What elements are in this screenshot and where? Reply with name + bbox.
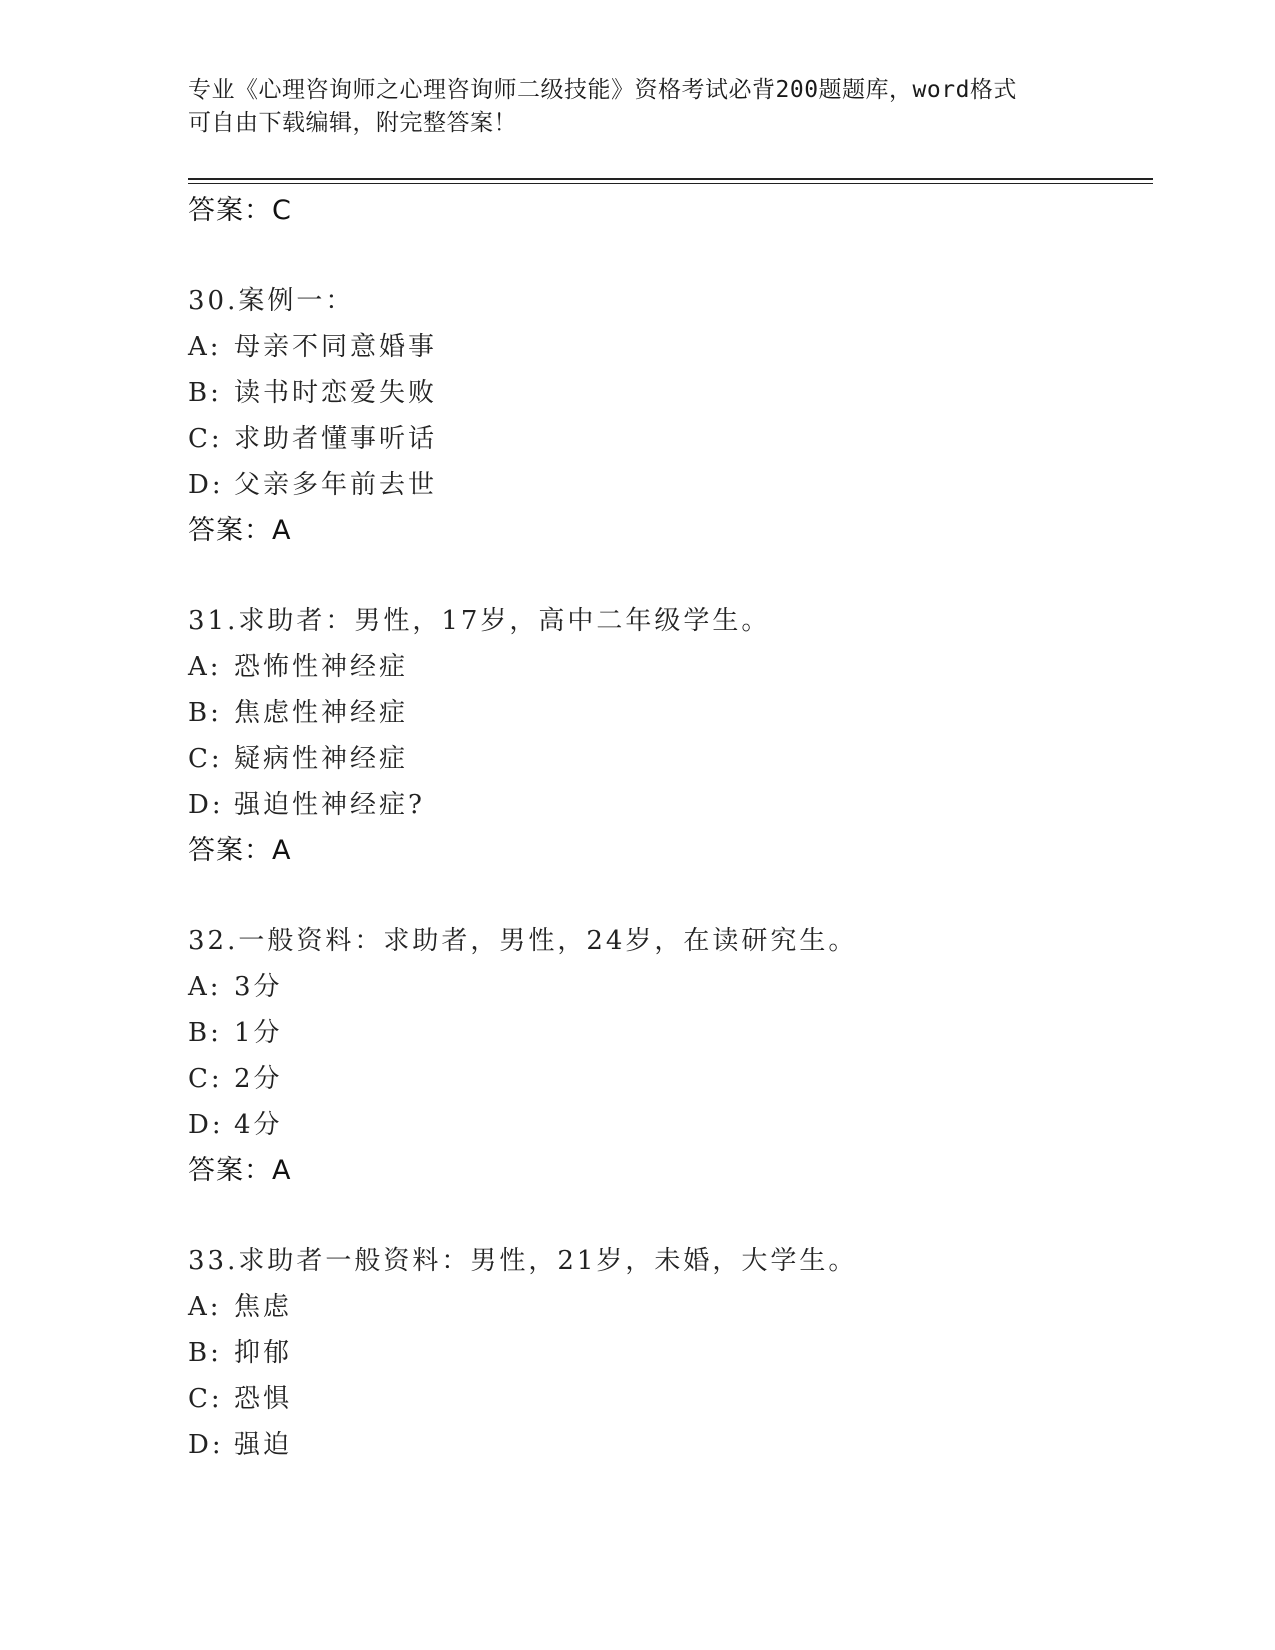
spacer — [188, 234, 1148, 278]
option-b — [188, 1330, 1148, 1376]
answer-line: 答案：A — [188, 1155, 292, 1186]
option-letter: C: — [188, 1384, 223, 1414]
header-rule-thick — [188, 178, 1153, 180]
option-text: 4分 — [234, 1110, 283, 1140]
question-title: 32.一般资料：求助者，男性，24岁，在读研究生。 — [188, 926, 858, 956]
option-letter: A: — [188, 1292, 222, 1322]
option-letter: D: — [188, 1430, 224, 1460]
option-text: 2分 — [234, 1064, 283, 1094]
option-text: 焦虑性神经症 — [234, 698, 409, 728]
document-header — [188, 74, 1068, 140]
option-a — [188, 324, 1148, 370]
option-letter: A: — [188, 972, 222, 1002]
answer-line: 答案：A — [188, 835, 292, 866]
option-letter: B: — [188, 698, 222, 728]
option-text: 母亲不同意婚事 — [234, 332, 438, 362]
question-block-33 — [188, 1238, 1148, 1468]
option-letter: A: — [188, 332, 222, 362]
question-title: 33.求助者一般资料：男性，21岁，未婚，大学生。 — [188, 1246, 858, 1276]
question-title: 31.求助者：男性，17岁，高中二年级学生。 — [188, 606, 771, 636]
option-letter: C: — [188, 744, 223, 774]
question-list — [188, 188, 1148, 1468]
option-b — [188, 370, 1148, 416]
answer-line: 答案：A — [188, 515, 292, 546]
spacer — [188, 874, 1148, 918]
option-letter: D: — [188, 470, 224, 500]
question-title: 30.案例一： — [188, 286, 355, 316]
spacer — [188, 554, 1148, 598]
option-letter: C: — [188, 1064, 223, 1094]
header-line-1: 专业《心理咨询师之心理咨询师二级技能》资格考试必背200题题库，word格式 — [188, 77, 1017, 103]
option-text: 恐怖性神经症 — [234, 652, 409, 682]
option-text: 读书时恋爱失败 — [234, 378, 438, 408]
header-line-2: 可自由下载编辑，附完整答案！ — [188, 110, 517, 136]
option-c — [188, 1376, 1148, 1422]
option-text: 1分 — [234, 1018, 283, 1048]
option-c — [188, 736, 1148, 782]
spacer — [188, 1194, 1148, 1238]
option-a — [188, 1284, 1148, 1330]
option-letter: D: — [188, 790, 224, 820]
option-d — [188, 1422, 1148, 1468]
option-c — [188, 1056, 1148, 1102]
option-text: 抑郁 — [234, 1338, 293, 1368]
option-a — [188, 644, 1148, 690]
question-block-30 — [188, 278, 1148, 554]
option-text: 强迫 — [234, 1430, 293, 1460]
option-a — [188, 964, 1148, 1010]
question-block-31 — [188, 598, 1148, 874]
option-text: 求助者懂事听话 — [234, 424, 438, 454]
option-text: 疑病性神经症 — [234, 744, 409, 774]
option-text: 父亲多年前去世 — [234, 470, 438, 500]
option-text: 恐惧 — [234, 1384, 293, 1414]
option-d — [188, 1102, 1148, 1148]
previous-answer: 答案：C — [188, 195, 292, 226]
option-letter: C: — [188, 424, 223, 454]
option-letter: D: — [188, 1110, 224, 1140]
question-block-32 — [188, 918, 1148, 1194]
option-c — [188, 416, 1148, 462]
option-d — [188, 782, 1148, 828]
header-rule-thin — [188, 183, 1153, 184]
option-letter: B: — [188, 1338, 222, 1368]
option-text: 强迫性神经症? — [234, 790, 425, 820]
option-text: 3分 — [234, 972, 283, 1002]
option-letter: B: — [188, 1018, 222, 1048]
option-text: 焦虑 — [234, 1292, 293, 1322]
option-b — [188, 690, 1148, 736]
option-letter: B: — [188, 378, 222, 408]
option-d — [188, 462, 1148, 508]
option-letter: A: — [188, 652, 222, 682]
option-b — [188, 1010, 1148, 1056]
